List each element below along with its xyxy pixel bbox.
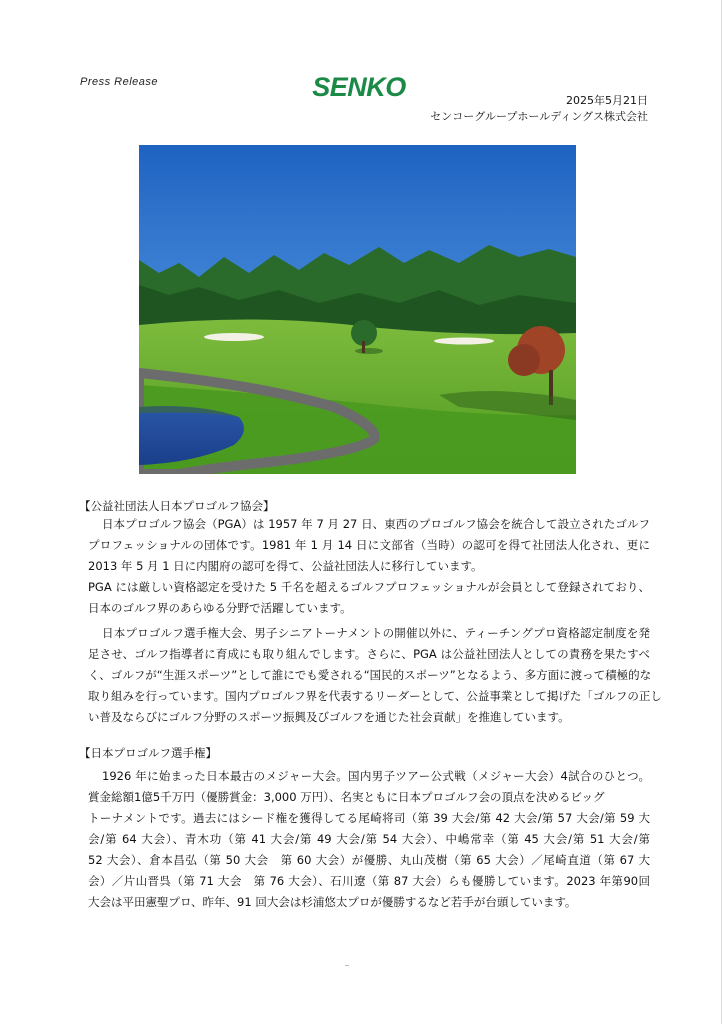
- paragraph-line: 足させ、ゴルフ指導者に育成にも取り組んでします。さらに、PGA は公益社団法人としての責務を果たすべ: [88, 647, 650, 661]
- paragraph-line: トーナメントです。過去にはシード権を獲得してる尾崎将司（第 39 大会/第 42 大会/第 57 大会/第 59 大: [88, 811, 650, 825]
- company-name: センコーグループホールディングス株式会社: [430, 110, 648, 123]
- press-release-label: Press Release: [80, 76, 159, 88]
- page-mark: [345, 965, 349, 966]
- release-date: 2025年5月21日: [566, 94, 648, 107]
- paragraph-line: 日本プロゴルフ協会（PGA）は 1957 年 7 月 27 日、東西のプロゴルフ協会を統合して設立されたゴルフ: [102, 517, 650, 531]
- championship-section-heading: 【日本プロゴルフ選手権】: [79, 746, 217, 760]
- paragraph-line: プロフェッショナルの団体です。1981 年 1 月 14 日に文部省（当時）の認可を得て社団法人化され、更に: [88, 538, 650, 552]
- paragraph-line: 日本プロゴルフ選手権大会、男子シニアトーナメントの開催以外に、ティーチングプロ資格認定制度を発: [102, 626, 650, 640]
- paragraph-line: 賞金総額1億5千万円（優勝賞金：3,000 万円）、名実ともに日本プロゴルフ会の頂点を決めるビッグ: [88, 790, 605, 804]
- pga-section-heading: 【公益社団法人日本プロゴルフ協会】: [79, 499, 275, 513]
- paragraph-line: 2013 年 5 月 1 日に内閣府の認可を得て、公益社団法人に移行しています。: [88, 559, 483, 573]
- page-edge: [721, 0, 722, 1024]
- paragraph-line: 1926 年に始まった日本最古のメジャー大会。国内男子ツアー公式戦（メジャー大会）4試合のひとつ。: [102, 769, 650, 783]
- paragraph-line: PGA には厳しい資格認定を受けた 5 千名を超えるゴルフプロフェッショナルが会員として登録されており、: [88, 580, 650, 594]
- golf-course-photo: [139, 145, 576, 474]
- paragraph-line: い普及ならびにゴルフ分野のスポーツ振興及びゴルフを通じた社会貢献」を推進しています。: [88, 710, 570, 724]
- paragraph-line: 取り組みを行っています。国内プロゴルフ界を代表するリーダーとして、公益事業として掲げた「ゴルフの正し: [88, 689, 662, 703]
- paragraph-line: 52 大会）、倉本昌弘（第 50 大会 第 60 大会）が優勝、丸山茂樹（第 65 大会）／尾崎直道（第 67 大: [88, 853, 650, 867]
- paragraph-line: 会/第 64 大会）、青木功（第 41 大会/第 49 大会/第 54 大会）、中嶋常幸（第 45 大会/第 51 大会/第: [88, 832, 650, 846]
- paragraph-line: 日本のゴルフ界のあらゆる分野で活躍しています。: [88, 601, 352, 615]
- paragraph-line: く、ゴルフが“生涯スポーツ”として誰にでも愛される“国民的スポーツ”となるよう、多方面に渡って積極的な: [88, 668, 652, 682]
- paragraph-line: 会）／片山晋呉（第 71 大会 第 76 大会）、石川遼（第 87 大会）らも優勝しています。2023 年第90回: [88, 874, 650, 888]
- senko-logo: SENKO: [312, 72, 406, 102]
- paragraph-line: 大会は平田憲聖プロ、昨年、91 回大会は杉浦悠太プロが優勝するなど若手が台頭しています。: [88, 895, 577, 909]
